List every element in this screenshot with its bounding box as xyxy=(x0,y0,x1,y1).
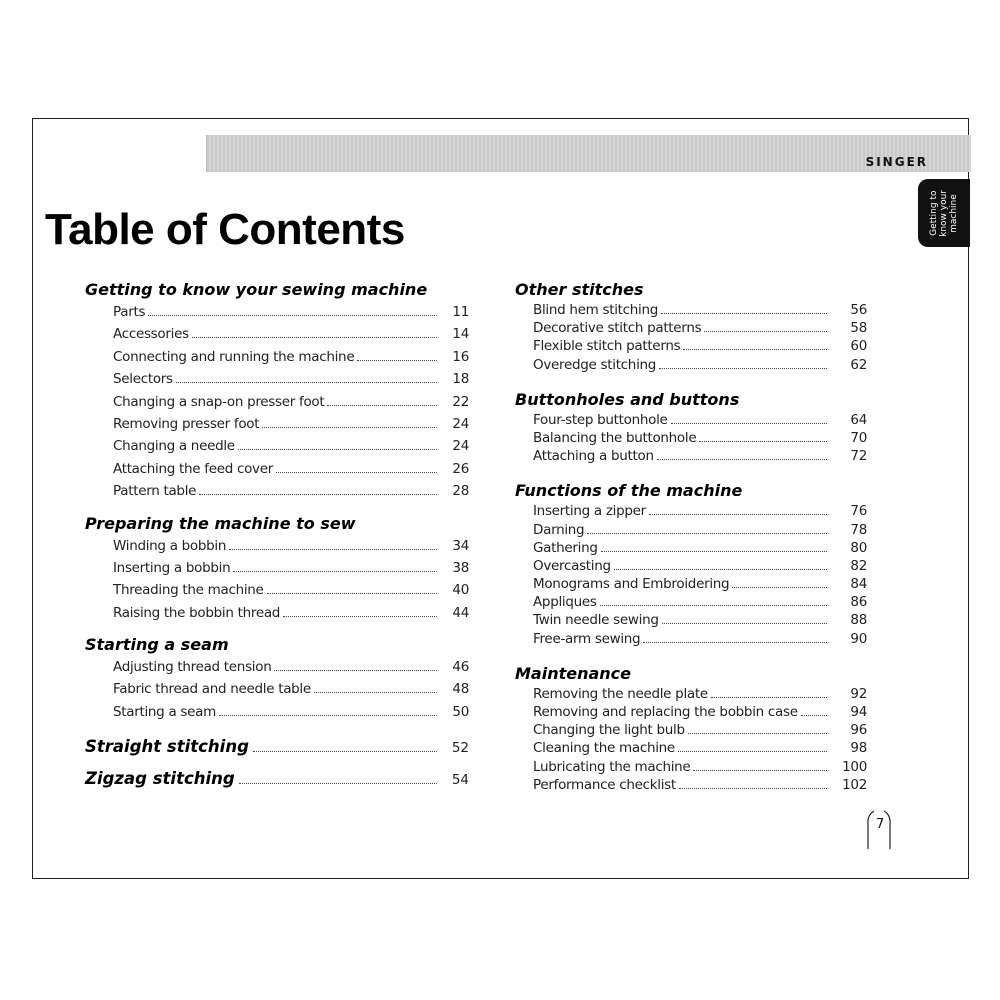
toc-section xyxy=(515,389,867,466)
toc-entry: Inserting a bobbin 38 xyxy=(113,559,469,576)
toc-entry: Balancing the buttonhole 70 xyxy=(533,429,867,446)
toc-section xyxy=(85,513,469,625)
brand-name: SINGER xyxy=(865,155,928,169)
toc-entry: Blind hem stitching 56 xyxy=(533,302,867,318)
toc-section xyxy=(515,480,867,648)
toc-entry: Lubricating the machine 100 xyxy=(533,758,867,775)
toc-entry: Appliques 86 xyxy=(533,594,867,611)
toc-inline-section: Zigzag stitching 54 xyxy=(85,769,469,789)
toc-entry: Changing the light bulb 96 xyxy=(533,722,867,739)
toc-entry: Adjusting thread tension 46 xyxy=(113,659,469,676)
section-heading: Preparing the machine to sew xyxy=(85,513,356,533)
section-heading: Other stitches xyxy=(515,280,644,299)
toc-entry: Four-step buttonhole 64 xyxy=(533,411,867,428)
toc-entry: Removing and replacing the bobbin case 94 xyxy=(533,704,867,720)
section-heading: Functions of the machine xyxy=(515,481,743,501)
right-column xyxy=(515,279,867,794)
toc-entry: Darning 78 xyxy=(533,521,867,538)
toc-entry: Monograms and Embroidering 84 xyxy=(533,576,867,593)
toc-entry: Inserting a zipper 76 xyxy=(533,503,867,520)
toc-entry: Free-arm sewing 90 xyxy=(533,630,867,647)
toc-entry: Cleaning the machine 98 xyxy=(533,740,867,757)
section-heading: Buttonholes and buttons xyxy=(515,389,740,409)
toc-section xyxy=(515,279,867,374)
toc-entry: Changing a needle 24 xyxy=(113,438,469,455)
section-tab-label: Getting to know your machine xyxy=(929,189,959,237)
toc-entry: Removing the needle plate 92 xyxy=(533,685,867,702)
toc-entry: Threading the machine 40 xyxy=(113,582,469,599)
left-column xyxy=(85,279,469,795)
toc-section xyxy=(85,634,469,723)
toc-entry: Attaching the feed cover 26 xyxy=(113,460,469,477)
page-number: 7 xyxy=(876,817,885,832)
page-title: Table of Contents xyxy=(45,205,405,254)
toc-entry: Parts 11 xyxy=(113,304,469,320)
header-band xyxy=(206,135,971,172)
toc-entry: Selectors 18 xyxy=(113,371,469,388)
toc-entry: Attaching a button 72 xyxy=(533,448,867,465)
section-tab xyxy=(918,179,970,247)
toc-inline-section: Straight stitching 52 xyxy=(85,737,469,757)
toc-section xyxy=(85,279,469,503)
toc-entry: Decorative stitch patterns 58 xyxy=(533,320,867,337)
toc-entry: Changing a snap-on presser foot 22 xyxy=(113,393,469,410)
section-heading: Starting a seam xyxy=(85,635,229,655)
toc-entry: Overedge stitching 62 xyxy=(533,356,867,373)
toc-section xyxy=(515,663,867,794)
toc-entry: Winding a bobbin 34 xyxy=(113,537,469,554)
toc-entry: Fabric thread and needle table 48 xyxy=(113,681,469,698)
toc-entry: Removing presser foot 24 xyxy=(113,415,469,432)
toc-entry: Performance checklist 102 xyxy=(533,776,867,793)
section-heading: Getting to know your sewing machine xyxy=(85,280,428,299)
toc-entry: Gathering 80 xyxy=(533,539,867,556)
toc-entry: Accessories 14 xyxy=(113,326,469,343)
toc-entry: Pattern table 28 xyxy=(113,483,469,500)
toc-entry: Flexible stitch patterns 60 xyxy=(533,338,867,355)
toc-entry: Raising the bobbin thread 44 xyxy=(113,604,469,621)
toc-entry: Connecting and running the machine 16 xyxy=(113,348,469,365)
toc-entry: Starting a seam 50 xyxy=(113,703,469,720)
toc-entry: Overcasting 82 xyxy=(533,557,867,574)
section-heading: Maintenance xyxy=(515,663,632,683)
toc-entry: Twin needle sewing 88 xyxy=(533,612,867,629)
manual-page xyxy=(32,118,969,879)
